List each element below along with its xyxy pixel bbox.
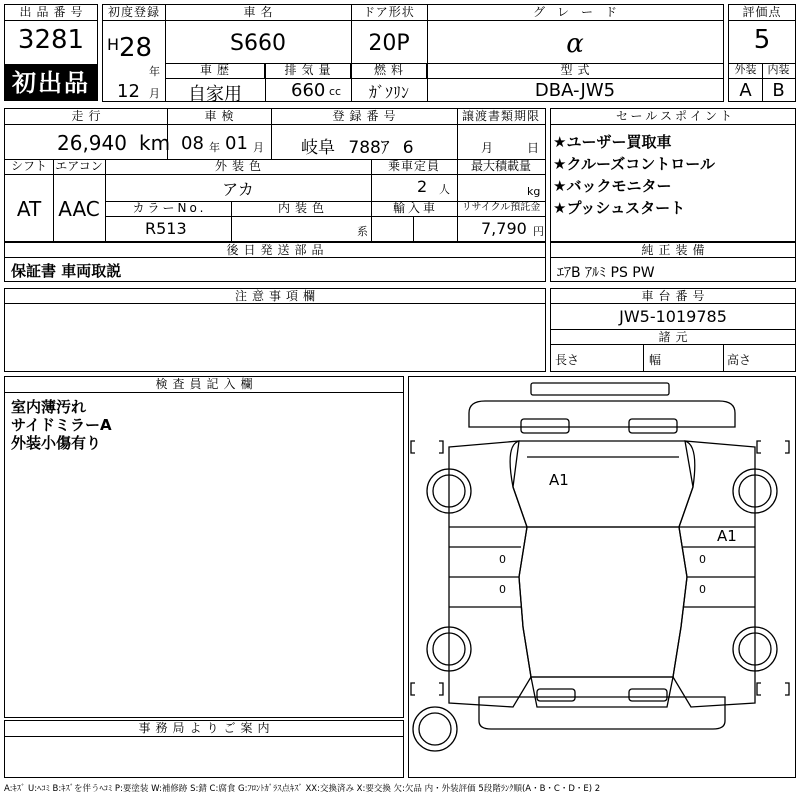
lot-number-box bbox=[4, 4, 98, 65]
plate-number: 岐阜 788ｱ 6 bbox=[301, 138, 414, 158]
month-unit: 月 bbox=[149, 87, 160, 100]
fuel-label: 燃料 bbox=[351, 63, 427, 79]
first-reg-month: 12 bbox=[117, 81, 140, 102]
mileage-label: 走行 bbox=[5, 109, 167, 125]
chassis-box bbox=[550, 288, 796, 372]
first-listing-text: 初出品 bbox=[12, 69, 90, 97]
width-label: 幅 bbox=[649, 353, 662, 367]
interior-label: 内装 bbox=[762, 63, 795, 79]
shift: AT bbox=[16, 197, 42, 221]
car-name: S660 bbox=[230, 31, 286, 56]
car-history: 自家用 bbox=[188, 84, 242, 105]
details-table bbox=[4, 108, 546, 242]
score-box bbox=[728, 4, 796, 102]
office-label: 事務局よりご案内 bbox=[5, 721, 403, 737]
exterior-label: 外装 bbox=[729, 63, 762, 79]
score-label: 評価点 bbox=[729, 5, 795, 21]
exterior-color: アカ bbox=[222, 180, 254, 199]
mileage-unit: km bbox=[139, 131, 171, 155]
equipment-label: 純正装備 bbox=[551, 243, 795, 258]
recycle-unit: 円 bbox=[533, 225, 544, 238]
transfer-month-unit: 月 bbox=[481, 141, 494, 155]
capacity-label: 乗車定員 bbox=[371, 159, 457, 175]
plate-label: 登録番号 bbox=[271, 109, 457, 125]
air-conditioner: AAC bbox=[58, 197, 100, 221]
inspector-line-1: 室内薄汚れ bbox=[11, 398, 87, 416]
capacity-unit: 人 bbox=[439, 183, 450, 196]
exterior-color-label: 外装色 bbox=[105, 159, 371, 175]
dims-label: 諸元 bbox=[551, 329, 795, 345]
load-unit: kg bbox=[527, 185, 541, 198]
grade-label: グレード bbox=[427, 5, 723, 21]
score: 5 bbox=[753, 25, 771, 55]
first-listing-badge bbox=[4, 65, 98, 101]
model-label: 型式 bbox=[427, 63, 723, 79]
interior-color-label: 内装色 bbox=[231, 201, 371, 217]
door-mark-left-rear: 0 bbox=[499, 583, 506, 596]
inspector-line-3: 外装小傷有り bbox=[11, 434, 102, 452]
inspector-box bbox=[4, 376, 404, 718]
inspection-label: 車検 bbox=[167, 109, 271, 125]
history-label: 車歴 bbox=[165, 63, 265, 79]
equipment-box bbox=[550, 242, 796, 282]
car-diagram-box bbox=[408, 376, 796, 778]
interior-color-unit: 系 bbox=[357, 225, 368, 238]
model-code: DBA-JW5 bbox=[534, 80, 616, 101]
legend-text: A:ｷｽﾞ U:ﾍｺﾐ B:ｷｽﾞを伴うﾍｺﾐ P:要塗装 W:補修跡 S:錆 C:腐食 G:ﾌﾛﾝﾄｶﾞﾗｽ点ｷｽﾞ XX:交換済み X:要交換 欠:欠品 内・外装評価 5段階ﾗﾝｸ順(A・B・C・D・E) 2 bbox=[4, 784, 601, 794]
chassis-number: JW5-1019785 bbox=[619, 307, 727, 326]
inspector-label: 検査員記入欄 bbox=[5, 377, 403, 393]
office-box bbox=[4, 720, 404, 778]
color-number: R513 bbox=[145, 219, 187, 238]
inspection-month: 01 bbox=[225, 133, 248, 154]
door-label: ドア形状 bbox=[351, 5, 427, 21]
inspection-month-unit: 月 bbox=[253, 141, 264, 154]
inspection-year: 08 bbox=[181, 133, 204, 154]
notes-box bbox=[4, 288, 546, 372]
era: H bbox=[107, 35, 120, 54]
car-name-label: 車名 bbox=[165, 5, 351, 21]
inspector-line-2: サイドミラーA bbox=[11, 416, 112, 434]
displacement-label: 排気量 bbox=[265, 63, 351, 79]
sales-points-box bbox=[550, 108, 796, 242]
transfer-day-unit: 日 bbox=[527, 141, 540, 155]
first-reg-year: 28 bbox=[119, 33, 153, 63]
door-mark-left-front: 0 bbox=[499, 553, 506, 566]
fuel: ｶﾞｿﾘﾝ bbox=[368, 83, 409, 102]
ac-label: エアコン bbox=[53, 159, 105, 175]
capacity: 2 bbox=[417, 177, 428, 196]
later-parts-value: 保証書 車両取説 bbox=[11, 262, 122, 280]
door-mark-right-front: 0 bbox=[699, 553, 706, 566]
sales-point-2: ★クルーズコントロール bbox=[553, 155, 715, 173]
registration-table bbox=[102, 4, 724, 105]
notes-label: 注意事項欄 bbox=[5, 289, 545, 304]
length-label: 長さ bbox=[555, 353, 580, 367]
shift-label: シフト bbox=[5, 159, 53, 175]
interior-score: B bbox=[772, 80, 785, 101]
later-parts-label: 後日発送部品 bbox=[5, 243, 545, 258]
sales-point-4: ★プッシュスタート bbox=[553, 199, 686, 217]
chassis-label: 車台番号 bbox=[551, 289, 795, 304]
recycle-fee: 7,790 bbox=[481, 219, 527, 238]
recycle-label: リサイクル預託金 bbox=[457, 201, 545, 217]
exterior-score: A bbox=[739, 80, 752, 101]
lot-number: 3281 bbox=[17, 25, 85, 55]
lot-number-label: 出品番号 bbox=[5, 5, 97, 21]
later-parts-box bbox=[4, 242, 546, 282]
door-type: 20P bbox=[368, 31, 410, 56]
first-reg-label: 初度登録 bbox=[103, 5, 165, 21]
inspection-year-unit: 年 bbox=[209, 141, 220, 154]
sales-points-label: セールスポイント bbox=[551, 109, 795, 125]
car-body-diagram bbox=[409, 377, 795, 777]
mileage: 26,940 bbox=[57, 131, 127, 155]
transfer-label: 譲渡書類期限 bbox=[457, 109, 545, 125]
door-mark-right-rear: 0 bbox=[699, 583, 706, 596]
sales-point-3: ★バックモニター bbox=[553, 177, 672, 195]
displacement: 660 bbox=[291, 80, 326, 101]
equipment-value: ｴｱB ｱﾙﾐ PS PW bbox=[557, 265, 655, 281]
color-no-label: カラーNo. bbox=[105, 201, 231, 217]
displacement-unit: cc bbox=[329, 85, 342, 98]
import-label: 輸入車 bbox=[371, 201, 457, 217]
load-label: 最大積載量 bbox=[457, 159, 545, 175]
damage-mark-right-side: A1 bbox=[717, 527, 737, 545]
grade: α bbox=[566, 29, 584, 59]
height-label: 高さ bbox=[727, 353, 752, 367]
damage-mark-hood: A1 bbox=[549, 471, 569, 489]
sales-point-1: ★ユーザー買取車 bbox=[553, 133, 672, 151]
year-unit: 年 bbox=[149, 65, 160, 78]
